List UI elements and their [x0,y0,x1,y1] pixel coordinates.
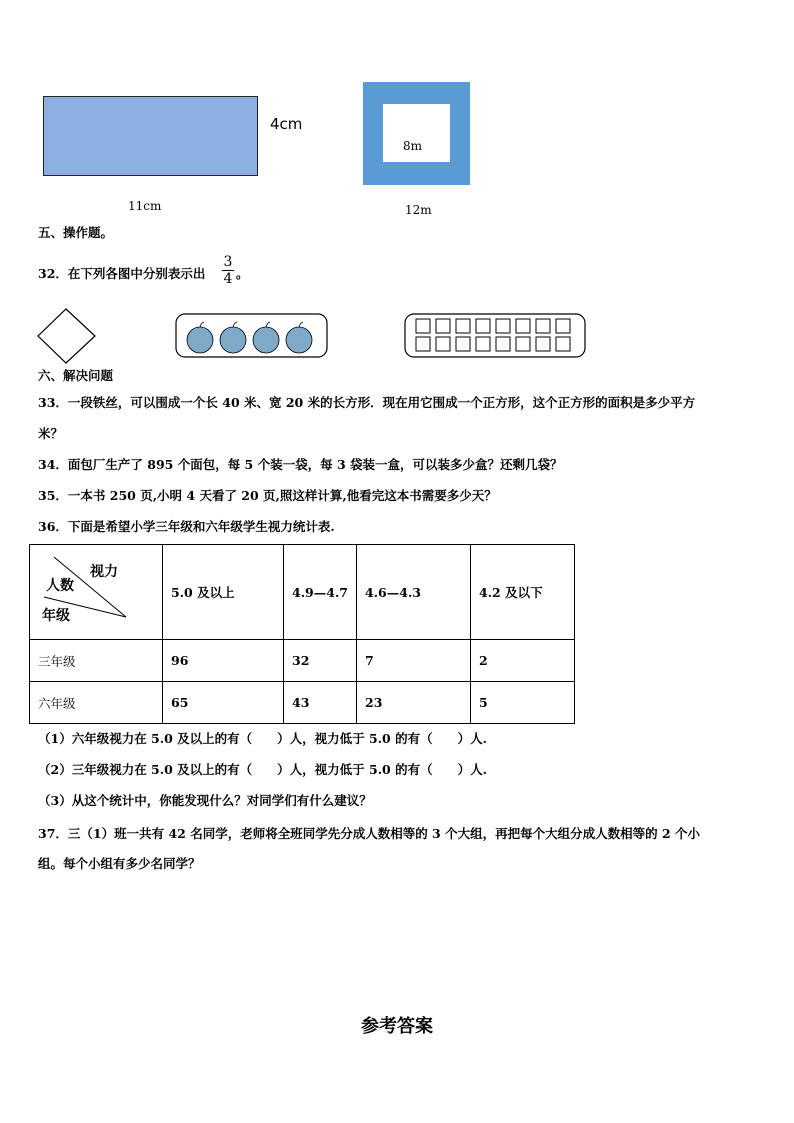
q33-line1: 33．一段铁丝，可以围成一个长 40 米、宽 20 米的长方形．现在用它围成一个正方形，这个正方形的面积是多少平方 [38,395,696,410]
diamond-shape [36,307,98,365]
grid-square [456,319,470,333]
diagonal-header-cell [30,545,163,640]
grid-square [416,319,430,333]
grid-square [496,337,510,351]
rect-width-label: 11cm [128,199,162,213]
col-header: 4.2 及以下 [471,545,575,640]
grid-square [536,319,550,333]
table-cell: 7 [357,640,471,682]
grid-square [516,319,530,333]
q35-text: 35．一本书 250 页,小明 4 天看了 20 页,照这样计算,他看完这本书需要多少天？ [38,488,497,503]
grid-square [496,319,510,333]
q32-suffix: 。 [236,266,249,281]
table-cell: 23 [357,682,471,724]
table-row [30,682,575,724]
col-header: 5.0 及以上 [163,545,284,640]
header-vision: 视力 [90,564,118,580]
q33-line2: 米？ [38,426,64,441]
q37-line2: 组。每个小组有多少名同学？ [38,856,201,871]
grid-square [516,337,530,351]
q32-prefix: 32．在下列各图中分别表示出 [38,266,206,281]
grid-square [456,337,470,351]
grid-square [476,337,490,351]
table-row [30,640,575,682]
table-header-row [30,545,575,640]
square-inner-label: 8m [403,139,423,153]
square-outer-label: 12m [405,203,432,217]
row-grade: 三年级 [30,640,163,682]
grid-square [536,337,550,351]
table-cell: 43 [284,682,357,724]
fraction-numerator: 3 [223,254,233,270]
col-header: 4.6—4.3 [357,545,471,640]
section5-title: 五、操作题。 [38,225,114,240]
grid-square [436,337,450,351]
table-cell: 2 [471,640,575,682]
table-cell: 32 [284,640,357,682]
table-cell: 65 [163,682,284,724]
rectangle-figure [43,96,258,176]
q36-sub3: （3）从这个统计中，你能发现什么？对同学们有什么建议？ [38,793,372,808]
grid-square [556,319,570,333]
q34-text: 34．面包厂生产了 895 个面包，每 5 个装一袋，每 3 袋装一盒，可以装多少盒？还剩几袋？ [38,457,563,472]
grid-square [476,319,490,333]
q36-sub2: （2）三年级视力在 5.0 及以上的有（ ）人，视力低于 5.0 的有（ ）人. [38,762,487,777]
header-grade: 年级 [42,608,70,624]
fraction-denominator: 4 [223,271,233,287]
grid-square [436,319,450,333]
q32-text [38,268,205,281]
q36-intro: 36．下面是希望小学三年级和六年级学生视力统计表. [38,519,335,534]
answer-title: 参考答案 [361,1016,433,1037]
q36-sub1: （1）六年级视力在 5.0 及以上的有（ ）人，视力低于 5.0 的有（ ）人. [38,731,487,746]
rect-height-label: 4cm [270,115,303,133]
q32-fraction [222,255,234,286]
section6-title: 六、解决问题 [38,368,114,383]
vision-table [29,544,575,724]
table-cell: 96 [163,640,284,682]
square-inner-figure [383,104,450,162]
grid-square [556,337,570,351]
apple-tray [175,313,328,358]
table-cell: 5 [471,682,575,724]
header-count: 人数 [46,578,74,594]
row-grade: 六年级 [30,682,163,724]
grid-tray [404,313,586,358]
grid-square [416,337,430,351]
col-header: 4.9—4.7 [284,545,357,640]
q37-line1: 37．三（1）班一共有 42 名同学，老师将全班同学先分成人数相等的 3 个大组，再把每个大组分成人数相等的 2 个小 [38,826,700,841]
